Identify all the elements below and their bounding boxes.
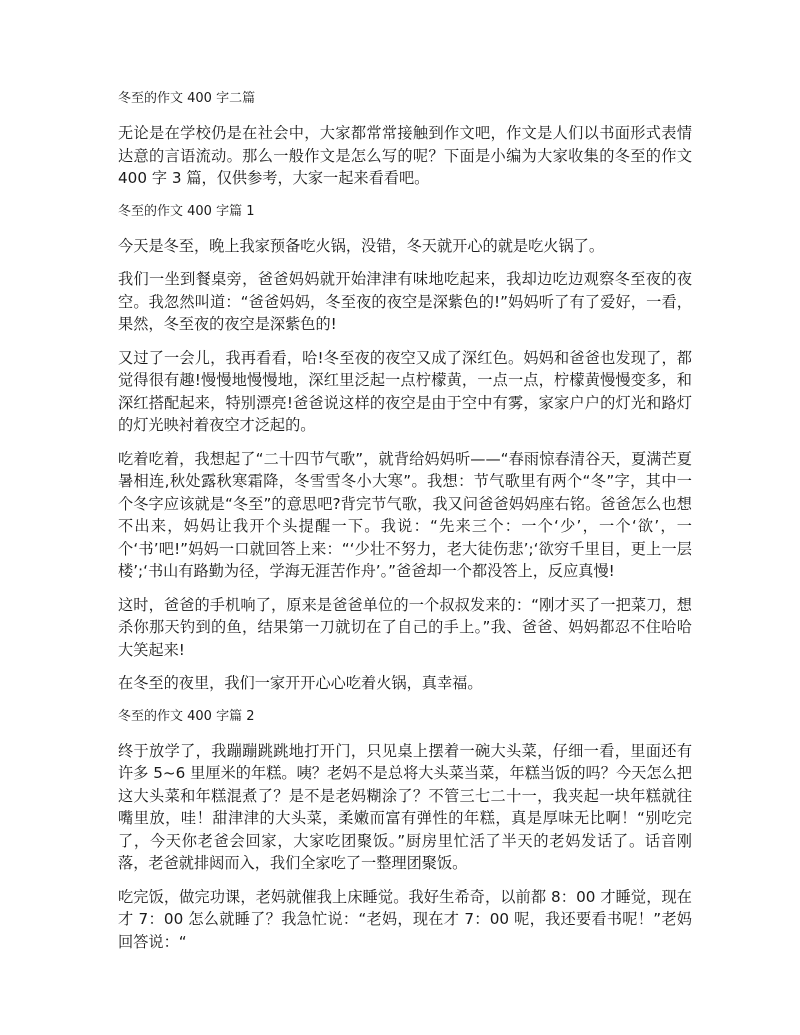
section-1-paragraph-2: 我们一坐到餐桌旁，爸爸妈妈就开始津津有味地吃起来，我却边吃边观察冬至夜的夜空。我忽然叫道：“爸爸妈妈，冬至夜的夜空是深紫色的!”妈妈听了有了爱好，一看，果然，冬至夜的夜空是深紫色的! bbox=[118, 270, 692, 333]
section-1-paragraph-1: 今天是冬至，晚上我家预备吃火锅，没错，冬天就开心的就是吃火锅了。 bbox=[118, 236, 604, 255]
section-1-paragraph-5: 这时，爸爸的手机响了，原来是爸爸单位的一个叔叔发来的：“刚才买了一把菜刀，想杀你那天钓到的鱼，结果第一刀就切在了自己的手上。”我、爸爸、妈妈都忍不住哈哈大笑起来! bbox=[118, 595, 692, 659]
section-1-title: 冬至的作文 400 字篇 1 bbox=[118, 203, 255, 219]
section-2-title: 冬至的作文 400 字篇 2 bbox=[118, 708, 255, 724]
section-2-paragraph-2: 吃完饭，做完功课，老妈就催我上床睡觉。我好生希奇，以前都 8：00 才睡觉，现在才 7：00 怎么就睡了？我急忙说：“老妈，现在才 7：00 呢，我还要看书呢！”老妈回答说：“ bbox=[118, 887, 692, 951]
section-1-paragraph-4: 吃着吃着，我想起了“二十四节气歌”，就背给妈妈听——“春雨惊春清谷天，夏满芒夏暑相连,秋处露秋寒霜降，冬雪雪冬小大寒”。我想：节气歌里有两个“冬”字，其中一个冬字应该就是“冬至”的意思吧?背完节气歌，我又问爸爸妈妈座右铭。爸爸怎么也想不出来，妈妈让我开个头提醒一下。我说：“先来三个：一个‘少’，一个‘欲’，一个‘书’吧!”妈妈一口就回答上来：“‘少壮不努力，老大徒伤悲’;‘欲穷千里目，更上一层楼’;‘书山有路勤为径，学海无涯苦作舟’。”爸爸却一个都没答上，反应真慢! bbox=[118, 449, 692, 580]
document-title: 冬至的作文 400 字二篇 bbox=[118, 91, 256, 106]
intro-paragraph: 无论是在学校仍是在社会中，大家都常常接触到作文吧，作文是人们以书面形式表情达意的言语流动。那么一般作文是怎么写的呢？下面是小编为大家收集的冬至的作文 400 字 3 篇，仅供参考，大家一起来看看吧。 bbox=[118, 124, 692, 187]
section-1-paragraph-3: 又过了一会儿，我再看看，哈!冬至夜的夜空又成了深红色。妈妈和爸爸也发现了，都觉得很有趣!慢慢地慢慢地，深红里泛起一点柠檬黄，一点一点，柠檬黄慢慢变多，和深红搭配起来，特别漂亮!爸爸说这样的夜空是由于空中有雾，家家户户的灯光和路灯的灯光映衬着夜空才泛起的。 bbox=[118, 348, 692, 434]
section-1-paragraph-6: 在冬至的夜里，我们一家开开心心吃着火锅，真幸福。 bbox=[118, 674, 483, 692]
document-body bbox=[118, 88, 692, 964]
section-2-paragraph-1: 终于放学了，我蹦蹦跳跳地打开门，只见桌上摆着一碗大头菜，仔细一看，里面还有许多 5~6 里厘米的年糕。咦？老妈不是总将大头菜当菜，年糕当饭的吗？今天怎么把这大头菜和年糕混煮了？是不是老妈糊涂了？不管三七二十一，我夹起一块年糕就往嘴里放，哇！甜津津的大头菜，柔嫩而富有弹性的年糕，真是厚味无比啊！“别吃完了，今天你老爸会回家，大家吃团聚饭。”厨房里忙活了半天的老妈发话了。话音刚落，老爸就排闼而入，我们全家吃了一整理团聚饭。 bbox=[118, 741, 692, 872]
